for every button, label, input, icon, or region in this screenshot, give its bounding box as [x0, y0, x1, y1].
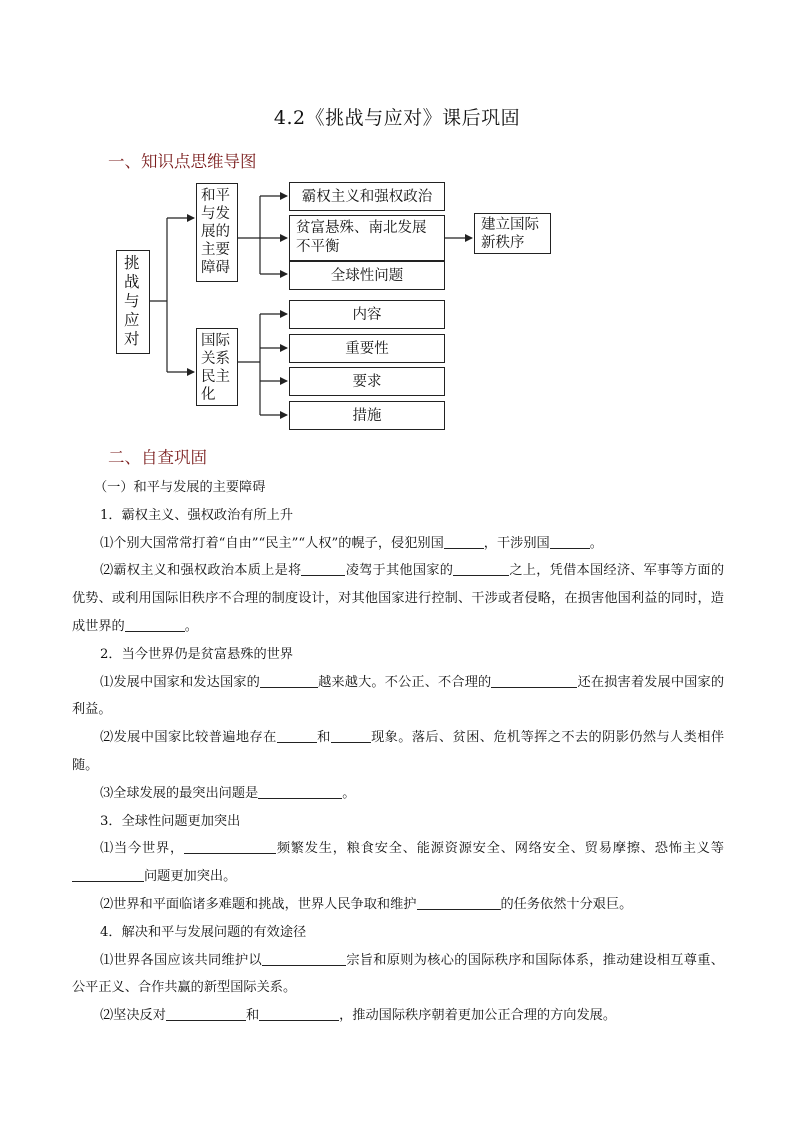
question-2-2: ⑵发展中国家比较普遍地存在 和 现象。落后、贫困、危机等挥之不去的阴影仍然与人类相伴随。 — [72, 730, 725, 773]
answer-blank[interactable] — [331, 728, 371, 743]
mindmap-item-wealth-gap: 贫富悬殊、南北发展不平衡 — [289, 215, 445, 261]
section-heading-mindmap: 一、知识点思维导图 — [108, 152, 257, 171]
mindmap-item-hegemonism: 霸权主义和强权政治 — [289, 182, 445, 211]
answer-blank[interactable] — [259, 1006, 339, 1021]
answer-blank[interactable] — [417, 895, 501, 910]
answer-blank[interactable] — [262, 951, 346, 966]
page-title: 4.2《挑战与应对》课后巩固 — [273, 107, 521, 129]
mindmap-item-content: 内容 — [289, 300, 445, 329]
review-body — [72, 474, 724, 1030]
part-heading: （一）和平与发展的主要障碍 — [94, 480, 266, 495]
answer-blank[interactable] — [277, 728, 317, 743]
answer-blank[interactable] — [444, 534, 484, 549]
question-2-1: ⑴发展中国家和发达国家的 越来越大。不公正、不合理的 还在损害着发展中国家的利益。 — [72, 674, 725, 718]
mindmap-branch-democratization: 国际关系民主化 — [196, 328, 238, 406]
mindmap-result-new-order: 建立国际新秩序 — [474, 213, 551, 254]
question-heading-2: 2．当今世界仍是贫富悬殊的世界 — [100, 646, 294, 662]
question-4-2: ⑵坚决反对 和 ，推动国际秩序朝着更加公正合理的方向发展。 — [100, 1008, 617, 1024]
question-heading-4: 4．解决和平与发展问题的有效途径 — [100, 924, 307, 940]
question-heading-3: 3．全球性问题更加突出 — [100, 813, 241, 829]
question-2-3: ⑶全球发展的最突出问题是 。 — [100, 785, 356, 801]
mindmap-item-importance: 重要性 — [289, 334, 445, 363]
mindmap-item-measures: 措施 — [289, 401, 445, 430]
answer-blank[interactable] — [184, 839, 276, 854]
answer-blank[interactable] — [260, 673, 318, 688]
section-heading-review: 二、自查巩固 — [108, 448, 207, 467]
answer-blank[interactable] — [166, 1006, 246, 1021]
question-4-1: ⑴世界各国应该共同维护以 宗旨和原则为核心的国际秩序和国际体系，推动建设相互尊重、公平正义、合作共赢的新型国际关系。 — [72, 952, 724, 996]
question-1-1: ⑴个别大国常常打着“自由”“民主”“人权”的幌子，侵犯别国 ，干涉别国 。 — [100, 535, 603, 551]
answer-blank[interactable] — [491, 673, 577, 688]
mindmap-item-global-issues: 全球性问题 — [289, 261, 445, 290]
answer-blank[interactable] — [125, 617, 185, 632]
mindmap-item-requirements: 要求 — [289, 367, 445, 396]
question-3-2: ⑵世界和平面临诸多难题和挑战，世界人民争取和维护 的任务依然十分艰巨。 — [100, 896, 633, 912]
answer-blank[interactable] — [550, 534, 590, 549]
question-3-1: ⑴当今世界， 频繁发生，粮食安全、能源资源安全、网络安全、贸易摩擦、恐怖主义等问题更加突出。 — [72, 835, 724, 891]
mindmap-branch-obstacles: 和平与发展的主要障碍 — [196, 183, 238, 282]
answer-blank[interactable] — [258, 784, 342, 799]
answer-blank[interactable] — [453, 561, 509, 576]
question-heading-1: 1．霸权主义、强权政治有所上升 — [100, 507, 294, 523]
mindmap-root: 挑战与应对 — [116, 250, 150, 354]
answer-blank[interactable] — [72, 867, 144, 882]
question-1-2: ⑵霸权主义和强权政治本质上是将 凌驾于其他国家的 之上，凭借本国经济、军事等方面的优势、或利用国际旧秩序不合理的制度设计，对其他国家进行控制、干涉或者侵略，在损害他国利益的同时，造成世界的 。 — [72, 563, 725, 634]
answer-blank[interactable] — [301, 561, 345, 576]
